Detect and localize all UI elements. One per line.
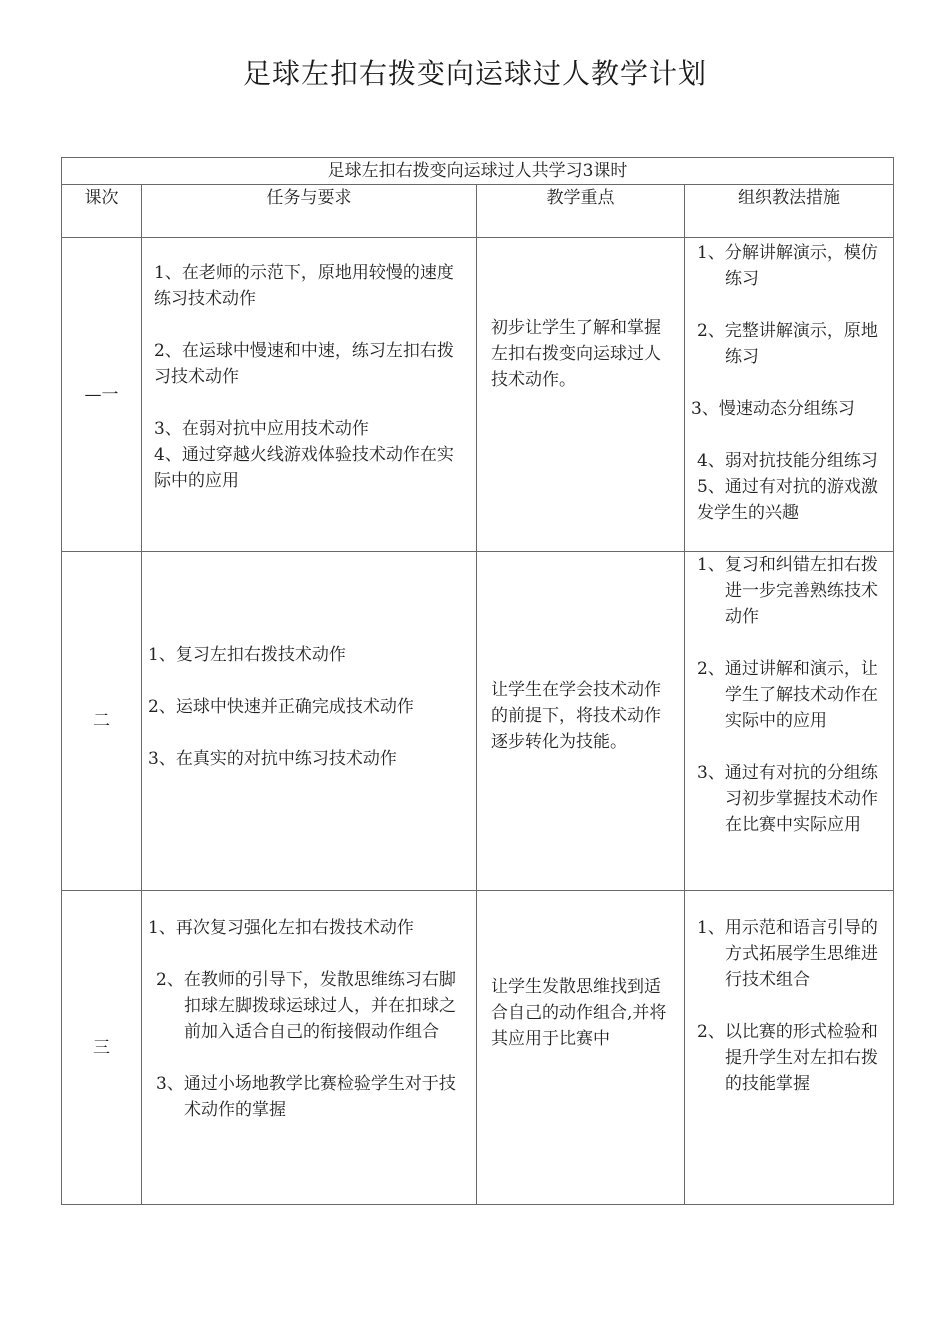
lesson-number: —一 — [62, 238, 142, 552]
page-title: 足球左扣右拨变向运球过人教学计划 — [242, 57, 707, 90]
task-item: 3、在真实的对抗中练习技术动作 — [148, 749, 397, 769]
table-row — [62, 891, 894, 1205]
header-lesson: 课次 — [62, 185, 142, 238]
focus-text: 让学生发散思维找到适合自己的动作组合,并将其应用于比赛中 — [491, 976, 667, 1049]
tasks-cell — [142, 238, 477, 552]
lesson-number: 二 — [62, 552, 142, 891]
table-row — [62, 552, 894, 891]
focus-text: 让学生在学会技术动作的前提下，将技术动作逐步转化为技能。 — [491, 680, 661, 752]
method-item: 1、复习和纠错左扣右拨进一步完善熟练技术动作 — [697, 555, 878, 627]
task-item: 2、运球中快速并正确完成技术动作 — [148, 697, 414, 717]
task-item: 1、再次复习强化左扣右拨技术动作 — [148, 918, 414, 938]
task-item: 3、通过小场地教学比赛检验学生对于技术动作的掌握 — [156, 1074, 456, 1120]
header-focus: 教学重点 — [477, 185, 685, 238]
method-item: 4、弱对抗技能分组练习 — [697, 451, 878, 471]
tasks-cell — [142, 891, 477, 1205]
focus-cell — [477, 891, 685, 1205]
table-caption: 足球左扣右拨变向运球过人共学习3课时 — [62, 158, 894, 185]
task-item: 1、复习左扣右拨技术动作 — [148, 645, 346, 665]
header-methods: 组织教法措施 — [685, 185, 894, 238]
table-row — [62, 238, 894, 552]
tasks-cell — [142, 552, 477, 891]
focus-text: 初步让学生了解和掌握左扣右拨变向运球过人技术动作。 — [491, 317, 661, 390]
focus-cell — [477, 238, 685, 552]
method-item: 2、完整讲解演示，原地练习 — [697, 321, 878, 367]
table-caption-row — [62, 158, 894, 185]
header-tasks: 任务与要求 — [142, 185, 477, 238]
method-item: 3、慢速动态分组练习 — [691, 399, 855, 419]
method-item: 5、通过有对抗的游戏激发学生的兴趣 — [697, 477, 878, 523]
task-item: 4、通过穿越火线游戏体验技术动作在实际中的应用 — [154, 445, 454, 491]
method-item: 2、通过讲解和演示，让学生了解技术动作在实际中的应用 — [697, 659, 878, 731]
methods-cell — [685, 238, 894, 552]
focus-cell — [477, 552, 685, 891]
task-item: 1、在老师的示范下，原地用较慢的速度练习技术动作 — [154, 263, 454, 309]
task-item: 2、在运球中慢速和中速，练习左扣右拨习技术动作 — [154, 341, 454, 387]
task-item: 2、在教师的引导下，发散思维练习右脚扣球左脚拨球运球过人，并在扣球之前加入适合自己的衔接假动作组合 — [156, 970, 456, 1042]
lesson-number: 三 — [62, 891, 142, 1205]
methods-cell — [685, 891, 894, 1205]
method-item: 1、分解讲解演示，模仿练习 — [697, 243, 878, 289]
task-item: 3、在弱对抗中应用技术动作 — [154, 419, 369, 439]
method-item: 1、用示范和语言引导的方式拓展学生思维进行技术组合 — [697, 918, 878, 990]
method-item: 3、通过有对抗的分组练习初步掌握技术动作在比赛中实际应用 — [697, 763, 878, 835]
table-header-row — [62, 185, 894, 238]
lesson-plan-table — [61, 157, 894, 1205]
method-item: 2、以比赛的形式检验和提升学生对左扣右拨的技能掌握 — [697, 1022, 878, 1094]
methods-cell — [685, 552, 894, 891]
